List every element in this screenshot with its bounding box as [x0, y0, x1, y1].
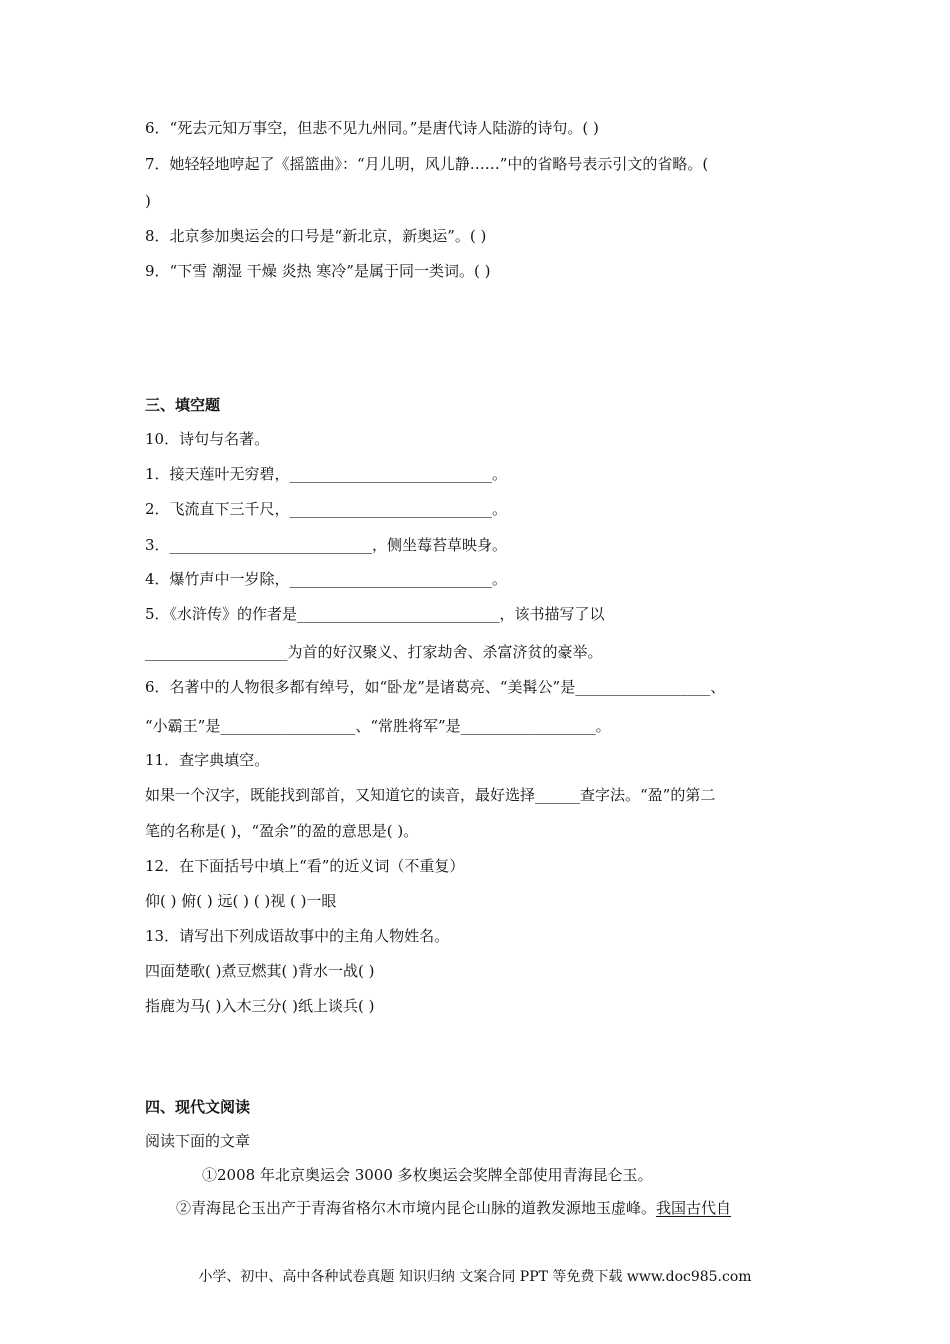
question-12-blanks: 仰( ) 俯( ) 远( ) ( )视 ( )一眼 — [145, 892, 337, 910]
page-footer: 小学、初中、高中各种试卷真题 知识归纳 文案合同 PPT 等免费下载 www.doc985.com — [198, 1269, 752, 1285]
question-10-1: 1．接天莲叶无穷碧，___________________________。 — [145, 465, 508, 483]
section-heading-reading: 四、现代文阅读 — [145, 1098, 251, 1116]
question-10: 10．诗句与名著。 — [145, 430, 270, 448]
question-10-3: 3．___________________________，侧坐莓苔草映身。 — [145, 536, 508, 554]
reading-paragraph-2 — [176, 1198, 731, 1218]
question-12: 12．在下面括号中填上“看”的近义词（不重复） — [145, 857, 465, 875]
question-10-2: 2．飞流直下三千尺，___________________________。 — [145, 500, 508, 518]
question-11-line-1: 如果一个汉字，既能找到部首，又知道它的读音，最好选择______查字法。“盈”的第二 — [145, 786, 716, 804]
question-10-5-line-1: 5．《水浒传》的作者是___________________________，该书描写了以 — [145, 605, 605, 623]
question-13: 13．请写出下列成语故事中的主角人物姓名。 — [145, 927, 450, 945]
section-heading-fill: 三、填空题 — [145, 396, 221, 414]
reading-paragraph-2-underlined: 我国古代自 — [656, 1199, 732, 1217]
reading-paragraph-2-text: ②青海昆仑玉出产于青海省格尔木市境内昆仑山脉的道教发源地玉虚峰。 — [176, 1199, 657, 1217]
question-11: 11．查字典填空。 — [145, 751, 270, 769]
question-10-4: 4．爆竹声中一岁除，___________________________。 — [145, 570, 508, 588]
reading-paragraph-1: ①2008 年北京奥运会 3000 多枚奥运会奖牌全部使用青海昆仑玉。 — [202, 1166, 653, 1184]
question-10-6-line-2: “小霸王”是__________________、“常胜将军”是__________________。 — [145, 717, 611, 735]
question-7-line-2: ) — [145, 192, 151, 210]
question-13-line-2: 指鹿为马( )入木三分( )纸上谈兵( ) — [145, 997, 375, 1015]
question-6: 6．“死去元知万事空，但悲不见九州同。”是唐代诗人陆游的诗句。( ) — [145, 119, 599, 137]
question-10-5-line-2: ___________________为首的好汉聚义、打家劫舍、杀富济贫的豪举。 — [145, 643, 603, 661]
question-13-line-1: 四面楚歌( )煮豆燃萁( )背水一战( ) — [145, 962, 375, 980]
question-11-line-2: 笔的名称是( )，“盈余”的盈的意思是( )。 — [145, 822, 419, 840]
question-9: 9．“下雪 潮湿 干燥 炎热 寒冷”是属于同一类词。( ) — [145, 262, 491, 280]
question-10-6-line-1: 6．名著中的人物很多都有绰号，如“卧龙”是诸葛亮、“美髯公”是__________________、 — [145, 678, 726, 696]
question-7-line-1: 7．她轻轻地哼起了《摇篮曲》：“月儿明，风儿静……”中的省略号表示引文的省略。( — [145, 155, 709, 173]
reading-intro: 阅读下面的文章 — [145, 1132, 251, 1150]
question-8: 8．北京参加奥运会的口号是“新北京，新奥运”。( ) — [145, 227, 487, 245]
